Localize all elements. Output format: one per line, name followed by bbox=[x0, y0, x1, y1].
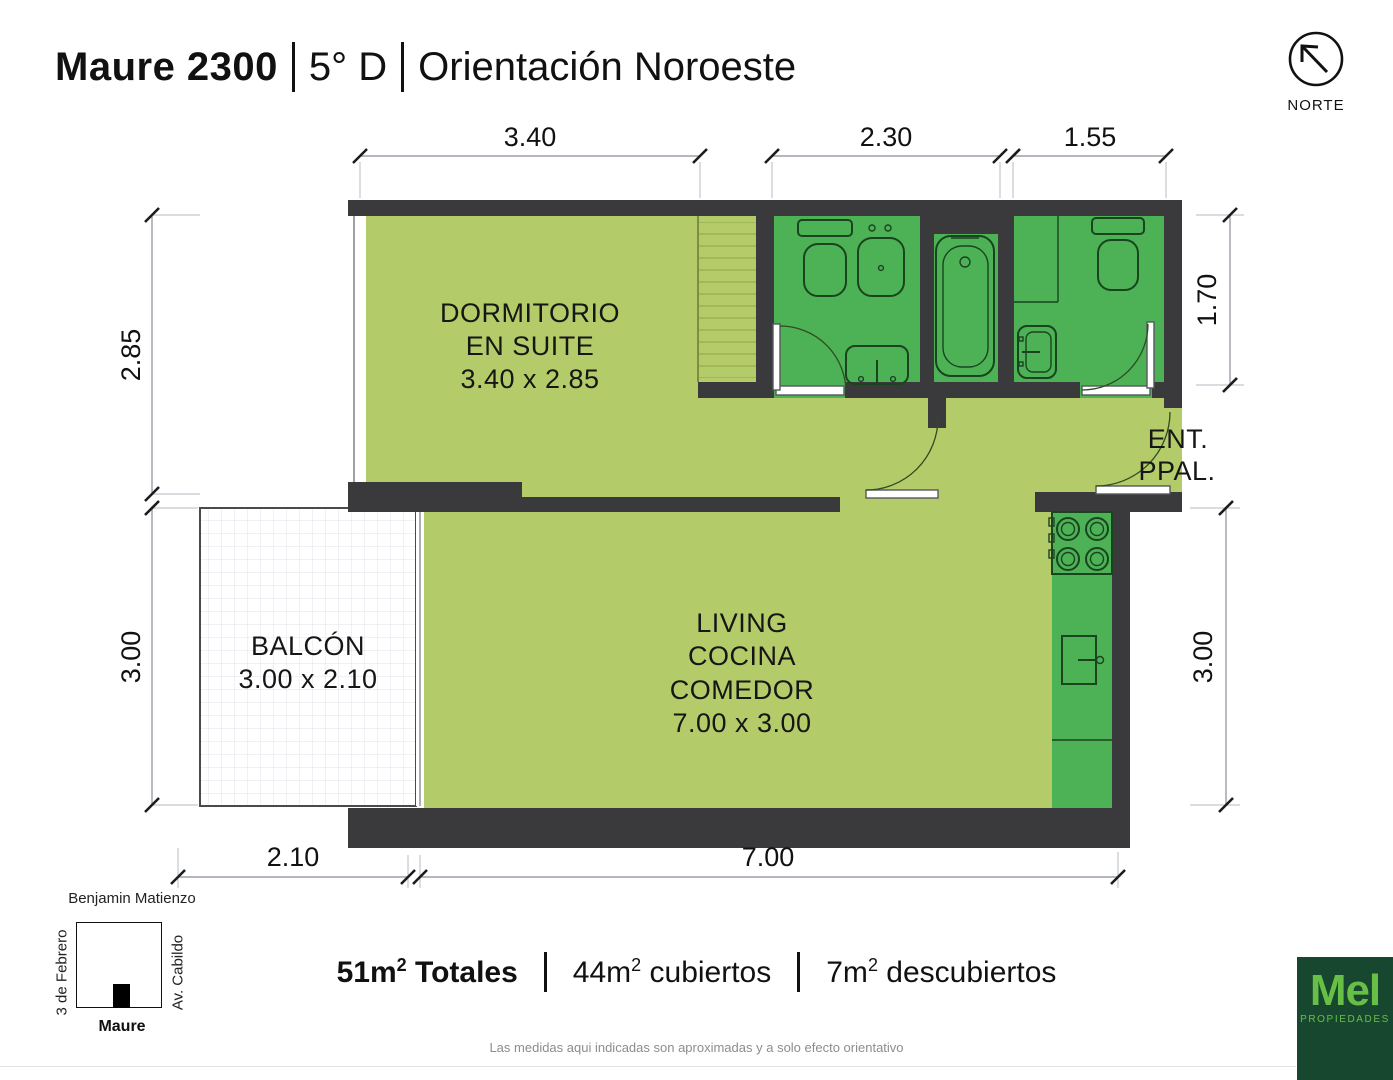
uncovered-area-label: descubiertos bbox=[877, 955, 1057, 989]
footer-divider bbox=[0, 1066, 1296, 1067]
entrance-label-1: ENT. bbox=[1147, 424, 1209, 454]
living-label-3: COMEDOR bbox=[669, 675, 815, 705]
covered-area bbox=[573, 955, 771, 990]
living-size: 7.00 x 3.00 bbox=[672, 708, 812, 738]
agency-logo bbox=[1297, 957, 1393, 1080]
bedroom-label-1: DORMITORIO bbox=[440, 298, 620, 328]
summary-divider bbox=[544, 952, 547, 992]
map-street-left: 3 de Febrero bbox=[53, 929, 71, 1016]
building-name: Maure 2300 bbox=[55, 44, 278, 89]
dim-left-2: 3.00 bbox=[116, 630, 146, 684]
agency-logo-subtitle: PROPIEDADES bbox=[1300, 1014, 1390, 1025]
total-area-sup: 2 bbox=[396, 954, 407, 975]
dim-left-1: 2.85 bbox=[116, 328, 146, 382]
total-area bbox=[337, 955, 518, 990]
dim-right-2: 3.00 bbox=[1188, 630, 1218, 684]
living-label-1: LIVING bbox=[696, 608, 788, 638]
map-street-right: Av. Cabildo bbox=[169, 934, 187, 1011]
area-summary bbox=[0, 952, 1393, 992]
map-street-top: Benjamin Matienzo bbox=[68, 890, 196, 907]
total-area-label: Totales bbox=[406, 955, 518, 989]
uncovered-area bbox=[826, 955, 1056, 990]
uncovered-area-sup: 2 bbox=[867, 954, 878, 975]
summary-divider bbox=[797, 952, 800, 992]
agency-logo-name: Mel bbox=[1309, 966, 1381, 1015]
dim-bottom-2: 7.00 bbox=[741, 842, 795, 872]
map-street-bottom: Maure bbox=[98, 1018, 146, 1035]
bedroom-window bbox=[348, 216, 366, 482]
north-label: NORTE bbox=[1287, 97, 1345, 114]
balcony-size: 3.00 x 2.10 bbox=[238, 664, 378, 694]
balcony-window bbox=[416, 512, 424, 806]
entrance-label-2: PPAL. bbox=[1138, 456, 1216, 486]
unit-label: 5° D bbox=[308, 44, 388, 89]
covered-area-value: 44m bbox=[572, 955, 632, 989]
dim-top-2: 2.30 bbox=[859, 122, 913, 152]
living-label-2: COCINA bbox=[687, 641, 797, 671]
room-bathroom-second bbox=[1014, 216, 1164, 398]
dim-top-1: 3.40 bbox=[503, 122, 557, 152]
total-area-value: 51m bbox=[336, 955, 397, 989]
uncovered-area-value: 7m bbox=[826, 955, 868, 989]
disclaimer-text: Las medidas aqui indicadas son aproximadas y a solo efecto orientativo bbox=[489, 1040, 904, 1055]
covered-area-label: cubiertos bbox=[641, 955, 772, 989]
dim-right-1: 1.70 bbox=[1192, 273, 1222, 327]
bedroom-label-2: EN SUITE bbox=[465, 331, 595, 361]
covered-area-sup: 2 bbox=[631, 954, 642, 975]
bedroom-size: 3.40 x 2.85 bbox=[460, 364, 600, 394]
dim-bottom-1: 2.10 bbox=[266, 842, 320, 872]
balcony-label: BALCÓN bbox=[250, 631, 366, 661]
dim-top-3: 1.55 bbox=[1063, 122, 1117, 152]
closet bbox=[698, 216, 756, 382]
orientation-label: Orientación Noroeste bbox=[418, 44, 797, 89]
